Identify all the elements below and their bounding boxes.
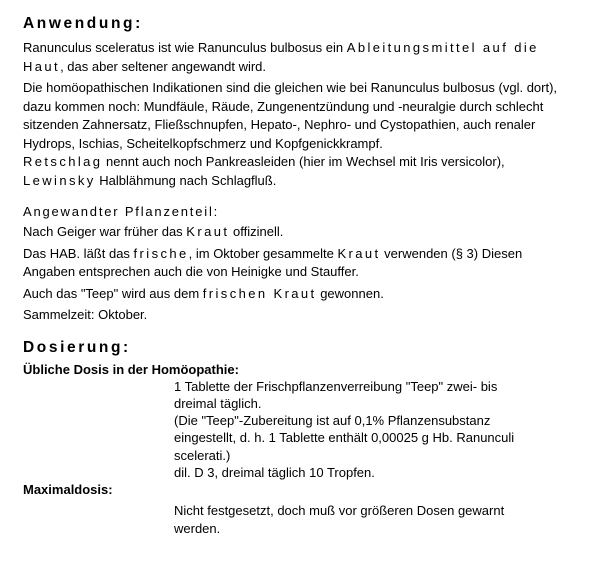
text: Auch das "Teep" wird aus dem [23, 285, 203, 301]
section-dosierung [23, 338, 573, 537]
paragraph-pflanzenteil-2 [23, 245, 573, 282]
dose-label: Übliche Dosis in der Homöopathie: [23, 361, 239, 377]
dose-line: (Die "Teep"-Zubereitung ist auf 0,1% Pflanzensubstanz [174, 413, 491, 429]
dose-line: dreimal täglich. [174, 395, 262, 411]
max-dose-line: werden. [174, 520, 221, 536]
dose-line: dil. D 3, dreimal täglich 10 Tropfen. [174, 464, 375, 480]
heading-dosierung: Dosierung: [23, 338, 131, 356]
dose-line: scelerati.) [174, 447, 231, 463]
text: , das aber seltener angewandt wird. [60, 58, 267, 74]
text: gewonnen. [316, 285, 384, 301]
text: Das HAB. läßt das [23, 245, 134, 261]
emphasis-text: frische [133, 245, 189, 261]
heading-anwendung: Anwendung: [23, 15, 143, 32]
text: , im Oktober gesammelte [188, 245, 338, 261]
text: Die homöopathischen Indikationen sind die gleichen wie bei Ranunculus bulbosus (vgl. dort), dazu kommen noch: Mundfäule, Räude, Zungenentzündung und -neuralgie durch schlecht sitzenden Zahnersatz, Fließschnupfen, Hepato-, Nephro- und Cystopathien, auch renaler Hydrops, Ischias, Scheitelkopfschmerz und Kopfgenickkrampf. [23, 80, 558, 151]
paragraph-anwendung-2 [23, 79, 573, 190]
paragraph-pflanzenteil-3 [23, 285, 573, 304]
emphasis-author-lewinsky: Lewinsky [23, 172, 96, 188]
text: verwenden (§ 3) Diesen Angaben entsprechen auch die von Heinigke und Stauffer. [23, 245, 523, 279]
emphasis-text: frischen Kraut [202, 285, 317, 301]
heading-pflanzenteil: Angewandter Pflanzenteil: [23, 204, 220, 219]
max-dose-line: Nicht festgesetzt, doch muß vor größeren Dosen gewarnt [174, 503, 505, 519]
emphasis-author-retschlag: Retschlag [23, 154, 103, 169]
emphasis-text: Kraut [337, 245, 381, 261]
text: offizinell. [229, 224, 284, 239]
max-dose-label: Maximaldosis: [23, 482, 113, 498]
text: Nach Geiger war früher das [23, 224, 187, 239]
dose-line: eingestellt, d. h. 1 Tablette enthält 0,00025 g Hb. Ranunculi [174, 430, 515, 446]
paragraph-pflanzenteil-4: Sammelzeit: Oktober. [23, 307, 148, 322]
max-dose-text [174, 502, 573, 537]
dose-line: 1 Tablette der Frischpflanzenverreibung "Teep" zwei- bis [174, 378, 498, 394]
text: nennt auch noch Pankreasleiden (hier im Wechsel mit Iris versicolor), [102, 154, 505, 169]
paragraph-pflanzenteil-1 [23, 223, 573, 242]
dose-text [174, 378, 573, 482]
text: Ranunculus sceleratus ist wie Ranunculus bulbosus ein [23, 40, 347, 55]
emphasis-text: Ableitungsmittel auf die Haut [23, 40, 539, 74]
section-pflanzenteil [23, 203, 573, 325]
emphasis-text: Kraut [186, 224, 230, 239]
section-anwendung [23, 14, 573, 190]
paragraph-anwendung-1 [23, 39, 573, 76]
text: Halblähmung nach Schlagfluß. [95, 172, 277, 188]
